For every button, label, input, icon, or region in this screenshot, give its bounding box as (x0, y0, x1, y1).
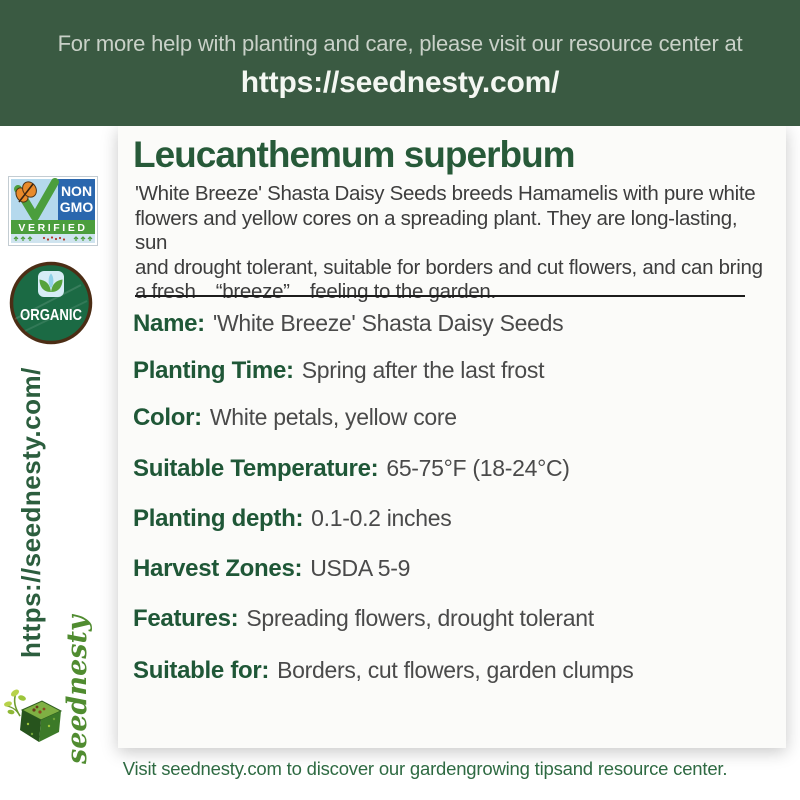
description-line: flowers and yellow cores on a spreading plant. They are long-lasting, sun (135, 206, 738, 254)
brand-script-text: seednesty (62, 615, 93, 764)
spec-label: Suitable for: (133, 657, 270, 684)
brand-logo-icon (4, 686, 64, 753)
spec-value: Borders, cut flowers, garden clumps (277, 657, 634, 683)
divider-rule (135, 295, 745, 297)
seed-box (20, 701, 61, 742)
spec-value: Spring after the last frost (301, 357, 545, 383)
spec-value: USDA 5-9 (310, 555, 411, 581)
spec-label: Planting depth: (133, 505, 304, 532)
non-gmo-word1: NON (60, 183, 93, 199)
description-line: 'White Breeze' Shasta Daisy Seeds breeds Hamamelis with pure white (135, 182, 756, 205)
description-line: and drought tolerant, suitable for borders and cut flowers, and can bring (135, 255, 763, 279)
organic-badge-graphic (9, 261, 93, 345)
spec-value: White petals, yellow core (209, 404, 457, 430)
spec-label: Suitable Temperature: (133, 455, 379, 482)
spec-row-name (133, 310, 563, 338)
organic-text: ORGANIC (20, 307, 83, 324)
product-description (135, 182, 767, 305)
spec-label: Color: (133, 404, 202, 431)
spec-value: 0.1-0.2 inches (311, 505, 452, 531)
non-gmo-verified-badge (8, 176, 98, 251)
spec-value: 'White Breeze' Shasta Daisy Seeds (212, 310, 564, 336)
spec-label: Features: (133, 605, 239, 632)
non-gmo-badge-graphic (8, 176, 98, 246)
spec-row-harvest-zones (133, 555, 410, 583)
spec-value: 65-75°F (18-24°C) (386, 455, 570, 481)
spec-label: Name: (133, 310, 205, 337)
non-gmo-word2: GMO (59, 199, 94, 215)
banner-help-text: For more help with planting and care, please visit our resource center at (57, 31, 743, 56)
vertical-site-url: https://seednesty.com/ (16, 367, 46, 658)
organic-plant-icon (38, 271, 64, 297)
footer-note: Visit seednesty.com to discover our gardengrowing tipsand resource center. (122, 758, 728, 779)
spec-row-planting-depth (133, 505, 451, 533)
spec-row-color (133, 404, 457, 432)
spec-row-planting-time (133, 357, 544, 385)
banner-url: https://seednesty.com/ (240, 66, 560, 99)
spec-row-suitable-for (133, 657, 634, 685)
spec-label: Harvest Zones: (133, 555, 303, 582)
spec-label: Planting Time: (133, 357, 294, 384)
spec-value: Spreading flowers, drought tolerant (246, 605, 594, 631)
seed-box-graphic (4, 686, 64, 748)
page-title: Leucanthemum superbum (133, 134, 575, 175)
top-banner (0, 0, 800, 126)
spec-row-temperature (133, 455, 570, 483)
spec-row-features (133, 605, 594, 633)
organic-badge (9, 261, 93, 350)
verified-text: VERIFIED (18, 222, 88, 234)
description-line: a fresh “breeze” feeling to the garden. (135, 280, 496, 303)
